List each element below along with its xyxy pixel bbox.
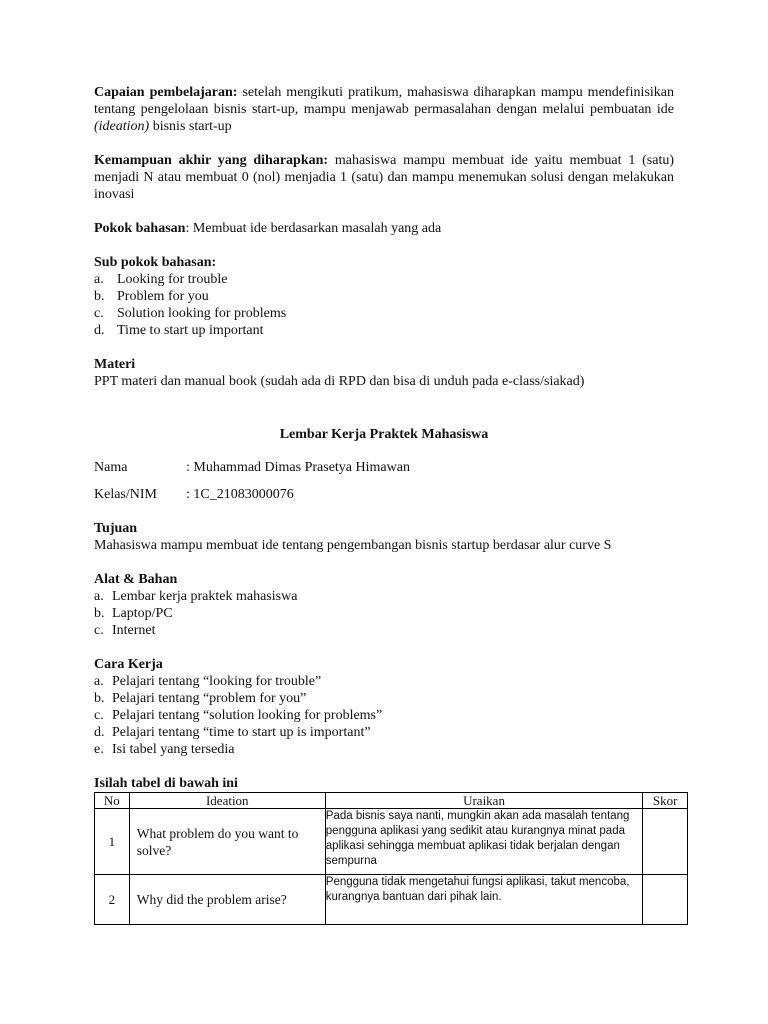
ideation-table	[94, 792, 688, 925]
list-item	[94, 741, 674, 758]
capaian-label: Capaian pembelajaran:	[94, 85, 238, 100]
list-item	[94, 322, 674, 339]
list-marker: b.	[94, 691, 105, 706]
kemampuan-paragraph	[94, 152, 674, 203]
capaian-tail: bisnis start-up	[149, 119, 232, 134]
cara-heading: Cara Kerja	[94, 657, 163, 672]
header-no: No	[95, 793, 130, 809]
list-marker: b.	[94, 606, 105, 621]
list-item	[94, 724, 674, 741]
list-marker: d.	[94, 323, 105, 338]
header-skor: Skor	[643, 793, 688, 809]
cell-skor[interactable]	[643, 809, 688, 875]
table-header-row	[95, 793, 688, 809]
cell-ideation: Why did the problem arise?	[129, 875, 325, 925]
list-item	[94, 690, 674, 707]
cell-uraikan[interactable]: Pengguna tidak mengetahui fungsi aplikasi, takut mencoba, kurangnya bantuan dari pihak lain.	[325, 875, 642, 925]
nama-row	[94, 459, 674, 476]
nama-value: : Muhammad Dimas Prasetya Himawan	[186, 460, 410, 475]
header-uraikan: Uraikan	[325, 793, 642, 809]
nama-label: Nama	[94, 460, 128, 475]
tujuan-section	[94, 520, 674, 554]
list-item-text: Pelajari tentang “problem for you”	[112, 691, 307, 706]
kemampuan-text: mahasiswa mampu membuat ide yaitu membuat 1 (satu) menjadi N atau membuat 0 (nol) menjadia 1 (satu) dan mampu menemukan solusi dengan melakukan inovasi	[94, 153, 674, 202]
list-item-text: Solution looking for problems	[117, 306, 287, 321]
list-item-text: Looking for trouble	[117, 272, 228, 287]
pokok-text: : Membuat ide berdasarkan masalah yang ada	[185, 221, 442, 236]
list-item-text: Lembar kerja praktek mahasiswa	[112, 589, 298, 604]
list-item-text: Pelajari tentang “time to start up is important”	[112, 725, 371, 740]
list-marker: e.	[94, 742, 104, 757]
list-item-text: Laptop/PC	[112, 606, 173, 621]
list-marker: d.	[94, 725, 105, 740]
pokok-label: Pokok bahasan	[94, 221, 186, 236]
list-marker: a.	[94, 589, 104, 604]
list-item	[94, 588, 674, 605]
cara-list	[94, 673, 674, 758]
cell-ideation: What problem do you want to solve?	[129, 809, 325, 875]
list-item	[94, 271, 674, 288]
kemampuan-label: Kemampuan akhir yang diharapkan:	[94, 153, 329, 168]
alat-section	[94, 571, 674, 639]
list-item-text: Isi tabel yang tersedia	[112, 742, 235, 757]
tujuan-text: Mahasiswa mampu membuat ide tentang pengembangan bisnis startup berdasar alur curve S	[94, 538, 612, 553]
capaian-italic: (ideation)	[94, 119, 150, 134]
lembar-title: Lembar Kerja Praktek Mahasiswa	[279, 427, 489, 442]
table-row	[95, 875, 688, 925]
cell-no: 2	[95, 875, 130, 925]
list-item	[94, 707, 674, 724]
materi-heading: Materi	[94, 357, 136, 372]
list-item-text: Problem for you	[117, 289, 209, 304]
cara-section	[94, 656, 674, 758]
alat-heading: Alat & Bahan	[94, 572, 178, 587]
list-item	[94, 288, 674, 305]
table-row	[95, 809, 688, 875]
cell-uraikan[interactable]: Pada bisnis saya nanti, mungkin akan ada masalah tentang pengguna aplikasi yang sedikit atau kurangnya minat pada aplikasi sehingga membuat aplikasi tidak berjalan dengan sempurna	[325, 809, 642, 875]
materi-section	[94, 356, 674, 390]
sub-pokok-list	[94, 271, 674, 339]
list-marker: b.	[94, 289, 105, 304]
document-page	[94, 84, 678, 925]
list-item	[94, 673, 674, 690]
cell-skor[interactable]	[643, 875, 688, 925]
sub-pokok-section	[94, 254, 674, 339]
pokok-paragraph	[94, 220, 674, 237]
list-item-text: Pelajari tentang “solution looking for problems”	[112, 708, 383, 723]
list-marker: a.	[94, 674, 104, 689]
sub-pokok-heading: Sub pokok bahasan:	[94, 255, 217, 270]
list-item	[94, 605, 674, 622]
list-marker: c.	[94, 623, 104, 638]
list-marker: c.	[94, 306, 104, 321]
kelas-value: : 1C_21083000076	[186, 487, 294, 502]
capaian-paragraph	[94, 84, 674, 135]
alat-list	[94, 588, 674, 639]
kelas-row	[94, 486, 674, 503]
list-marker: a.	[94, 272, 104, 287]
list-item	[94, 305, 674, 322]
tujuan-heading: Tujuan	[94, 521, 138, 536]
list-item-text: Pelajari tentang “looking for trouble”	[112, 674, 322, 689]
header-ideation: Ideation	[129, 793, 325, 809]
list-item-text: Internet	[112, 623, 156, 638]
list-marker: c.	[94, 708, 104, 723]
list-item	[94, 622, 674, 639]
cell-no: 1	[95, 809, 130, 875]
table-caption: Isilah tabel di bawah ini	[94, 776, 238, 791]
capaian-text: setelah mengikuti pratikum, mahasiswa diharapkan mampu mendefinisikan tentang pengelolaan bisnis start-up, mampu menjawab permasalahan dengan melalui pembuatan ide	[94, 85, 674, 117]
list-item-text: Time to start up important	[117, 323, 264, 338]
materi-text: PPT materi dan manual book (sudah ada di RPD dan bisa di unduh pada e-class/siakad)	[94, 374, 585, 389]
kelas-label: Kelas/NIM	[94, 487, 157, 502]
